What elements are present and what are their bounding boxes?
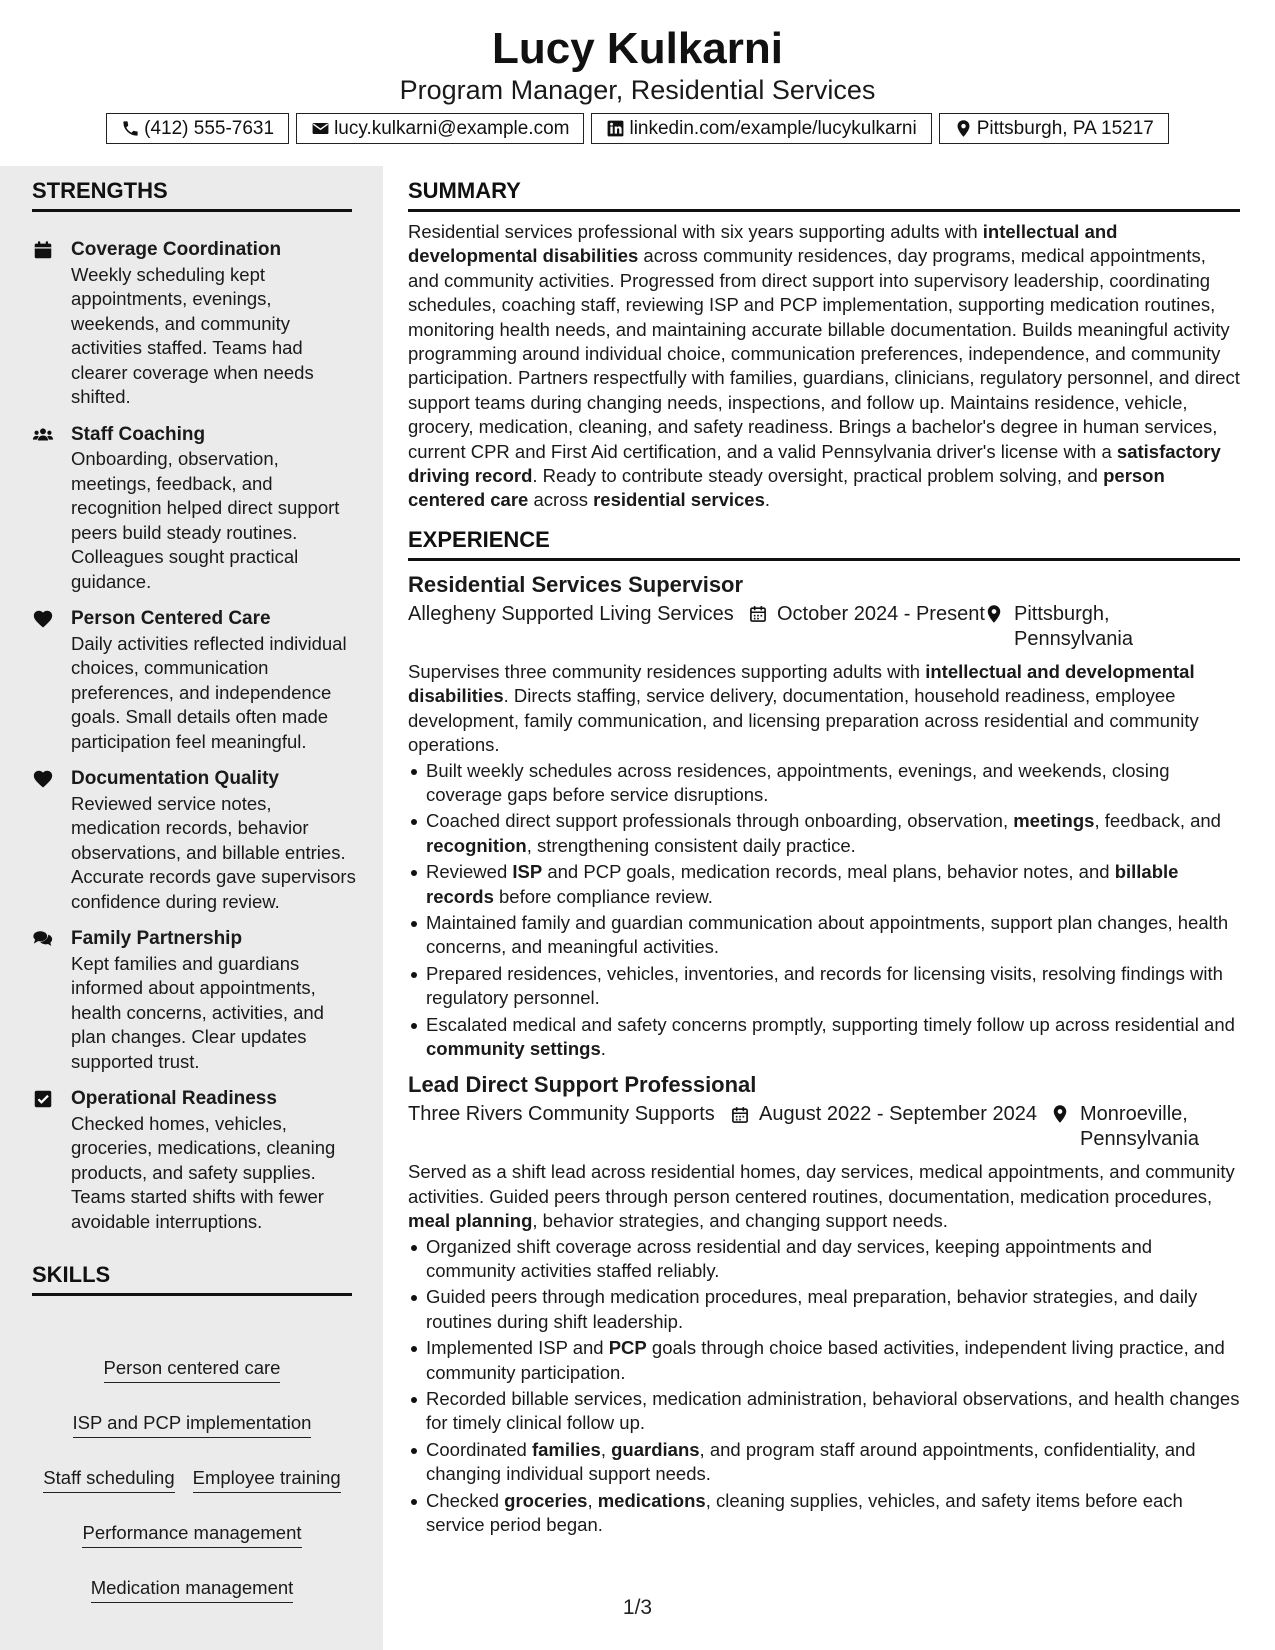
experience-heading: EXPERIENCE bbox=[408, 525, 1240, 561]
job-bullet bbox=[408, 759, 1240, 808]
contact-location-text: Pittsburgh, PA 15217 bbox=[976, 117, 1154, 139]
job-bullet bbox=[408, 860, 1240, 909]
text-run: Built weekly schedules across residences, appointments, evenings, and weekends, closing coverage gaps before service disruptions. bbox=[426, 759, 1170, 805]
bold-text: community settings bbox=[426, 1037, 601, 1059]
job-bullet bbox=[408, 1438, 1240, 1487]
text-run: Organized shift coverage across residential and day services, keeping appointments and community activities staffed reliably. bbox=[426, 1235, 1153, 1281]
contact-linkedin-text: linkedin.com/example/lucykulkarni bbox=[629, 117, 917, 139]
calendar-icon bbox=[32, 239, 54, 261]
text-run: , cleaning supplies, vehicles, and safety items before each service period began. bbox=[426, 1489, 1183, 1536]
job-dates-text: October 2024 - Present bbox=[777, 602, 985, 625]
job-summary bbox=[408, 1160, 1240, 1233]
text-run: Maintained family and guardian communication about appointments, support plan changes, health concerns, and meaningful activities. bbox=[426, 911, 1229, 958]
job-bullets bbox=[408, 1235, 1240, 1538]
job-summary bbox=[408, 660, 1240, 758]
job-meta bbox=[408, 1102, 1240, 1160]
strength-desc: Weekly scheduling kept appointments, evenings, weekends, and community activities staffed. Teams had clearer coverage when needs shifted. bbox=[71, 263, 314, 407]
text-run: Coordinated bbox=[426, 1438, 532, 1460]
job-company: Allegheny Supported Living Services bbox=[408, 602, 734, 625]
contact-phone-text: (412) 555-7631 bbox=[144, 117, 275, 139]
strength-item bbox=[32, 423, 362, 595]
job-entry bbox=[408, 1070, 1240, 1537]
job-entry bbox=[408, 570, 1240, 1062]
job-location bbox=[1050, 1102, 1240, 1152]
bold-text: medications bbox=[597, 1489, 706, 1511]
comments-icon bbox=[32, 928, 54, 950]
text-run: . bbox=[600, 1037, 606, 1059]
linkedin-icon bbox=[606, 119, 625, 138]
strength-desc: Kept families and guardians informed about appointments, health concerns, activities, and plan changes. Clear updates supported trust. bbox=[71, 952, 324, 1072]
map-pin-icon bbox=[984, 603, 1004, 625]
skill-tag: Performance management bbox=[82, 1521, 301, 1548]
text-run: , behavior strategies, and changing support needs. bbox=[532, 1210, 948, 1232]
job-bullet bbox=[408, 1013, 1240, 1062]
bold-text: billable records bbox=[426, 861, 1179, 907]
text-run: . bbox=[764, 489, 770, 511]
text-run: , bbox=[587, 1489, 598, 1511]
skill-tag: Staff scheduling bbox=[43, 1466, 174, 1493]
strength-title: Documentation Quality bbox=[71, 768, 279, 789]
strength-item bbox=[32, 1087, 362, 1234]
strength-desc: Checked homes, vehicles, groceries, medications, cleaning products, and safety supplies. Teams started shifts with fewer avoidable interruptions. bbox=[71, 1112, 336, 1232]
strengths-list bbox=[32, 238, 362, 1247]
text-run: Served as a shift lead across residential homes, day services, medical appointments, and community activities. Guided peers through person centered routines, documentation, medication procedures, bbox=[408, 1161, 1235, 1207]
summary-text bbox=[408, 220, 1240, 513]
text-run: , and program staff around appointments, confidentiality, and changing individual support needs. bbox=[426, 1438, 1196, 1485]
candidate-name: Lucy Kulkarni bbox=[492, 24, 783, 73]
text-run: Residential services professional with six years supporting adults with bbox=[408, 221, 983, 242]
phone-icon bbox=[121, 119, 140, 138]
text-run: Guided peers through medication procedures, meal preparation, behavior strategies, and daily routines during shift leadership. bbox=[426, 1286, 1198, 1332]
candidate-title: Program Manager, Residential Services bbox=[399, 75, 876, 105]
strength-title: Operational Readiness bbox=[71, 1088, 277, 1109]
strength-item bbox=[32, 238, 362, 410]
bold-text: person centered care bbox=[408, 465, 1165, 511]
job-title: Lead Direct Support Professional bbox=[408, 1072, 757, 1098]
job-bullets bbox=[408, 759, 1240, 1062]
checkbox-icon bbox=[32, 1088, 54, 1110]
contact-bar bbox=[0, 113, 1275, 144]
text-run: Escalated medical and safety concerns promptly, supporting timely follow up across residential and bbox=[426, 1013, 1235, 1035]
contact-phone[interactable] bbox=[106, 113, 289, 144]
text-run: , feedback, and bbox=[1094, 810, 1221, 832]
skill-tag: Employee training bbox=[193, 1466, 341, 1493]
skill-tag: ISP and PCP implementation bbox=[73, 1411, 312, 1438]
skill-tag: Medication management bbox=[91, 1576, 294, 1603]
envelope-icon bbox=[311, 119, 330, 138]
strength-title: Staff Coaching bbox=[71, 423, 206, 445]
strength-title: Coverage Coordination bbox=[71, 239, 282, 260]
heart-icon bbox=[32, 608, 54, 630]
job-bullet bbox=[408, 1285, 1240, 1334]
job-bullet bbox=[408, 1336, 1240, 1385]
text-run: and PCP goals, medication records, meal plans, behavior notes, and bbox=[542, 861, 1115, 883]
contact-location[interactable] bbox=[939, 113, 1169, 144]
bold-text: intellectual and developmental disabilities bbox=[408, 221, 1118, 267]
job-location bbox=[984, 602, 1174, 652]
text-run: , strengthening consistent daily practice. bbox=[526, 834, 856, 856]
text-run: Checked bbox=[426, 1489, 505, 1511]
skills-list bbox=[32, 1356, 352, 1603]
job-meta bbox=[408, 602, 1240, 660]
text-run: , bbox=[600, 1438, 612, 1460]
bold-text: satisfactory driving record bbox=[408, 440, 1221, 487]
job-bullet bbox=[408, 1489, 1240, 1538]
job-location-text: Pittsburgh, Pennsylvania bbox=[1014, 602, 1133, 650]
page-number: 1/3 bbox=[622, 1596, 653, 1619]
map-pin-icon bbox=[954, 119, 973, 138]
strength-item bbox=[32, 607, 362, 754]
text-run: Prepared residences, vehicles, inventories, and records for licensing visits, resolving findings with regulatory personnel. bbox=[426, 962, 1223, 1009]
bold-text: meal planning bbox=[408, 1210, 533, 1232]
bold-text: intellectual and developmental disabilities bbox=[408, 660, 1195, 707]
job-bullet bbox=[408, 962, 1240, 1011]
job-bullet bbox=[408, 1387, 1240, 1436]
job-title: Residential Services Supervisor bbox=[408, 571, 744, 597]
skills-heading: SKILLS bbox=[32, 1260, 352, 1296]
text-run: across bbox=[528, 489, 594, 511]
text-run: . Directs staffing, service delivery, documentation, household readiness, employee development, family communication, and licensing preparation across residential and community operations. bbox=[408, 685, 1199, 756]
strength-title: Family Partnership bbox=[71, 928, 243, 949]
map-pin-icon bbox=[1050, 1103, 1070, 1125]
text-run: Supervises three community residences supporting adults with bbox=[408, 660, 926, 682]
job-location-text: Monroeville, Pennsylvania bbox=[1080, 1103, 1199, 1151]
main-content bbox=[408, 166, 1240, 1539]
calendar-icon bbox=[748, 604, 768, 624]
strength-desc: Reviewed service notes, medication records, behavior observations, and billable entries. Accurate records gave supervisors confidence during review. bbox=[71, 792, 356, 912]
job-dates bbox=[730, 1102, 1037, 1127]
bold-text: meetings bbox=[1013, 810, 1095, 832]
sidebar bbox=[0, 166, 383, 1650]
job-dates bbox=[748, 602, 985, 627]
text-run: before compliance review. bbox=[493, 885, 713, 907]
skill-tag: Person centered care bbox=[104, 1356, 281, 1383]
text-run: Reviewed bbox=[426, 861, 513, 883]
text-run: goals through choice based activities, independent living practice, and community participation. bbox=[426, 1337, 1225, 1383]
job-dates-text: August 2022 - September 2024 bbox=[759, 1103, 1037, 1126]
strength-title: Person Centered Care bbox=[71, 608, 271, 629]
job-bullet bbox=[408, 1235, 1240, 1284]
strength-desc: Onboarding, observation, meetings, feedback, and recognition helped direct support peers build steady routines. Colleagues sought practical guidance. bbox=[71, 448, 340, 592]
bold-text: ISP bbox=[512, 861, 543, 883]
text-run: . Ready to contribute steady oversight, practical problem solving, and bbox=[532, 465, 1104, 487]
text-run: across community residences, day programs, medical appointments, and community activities. Progressed from direct support into supervisory leadership, coordinating schedules, coaching staff, reviewing ISP and PCP implementation, supporting medication routines, monitoring health needs, and maintaining accurate billable documentation. Builds meaningful activity programming around individual choice, communication preferences, independence, and community participation. Partners respectfully with families, guardians, clinicians, regulatory personnel, and direct support teams during changing needs, inspections, and follow up. Maintains residence, vehicle, grocery, medication, cleaning, and safety readiness. Brings a bachelor's degree in human services, current CPR and First Aid certification, and a valid Pennsylvania driver's license with a bbox=[408, 245, 1240, 462]
strengths-heading: STRENGTHS bbox=[32, 176, 352, 212]
text-run: Recorded billable services, medication administration, behavioral observations, and health changes for timely clinical follow up. bbox=[426, 1388, 1240, 1434]
job-bullet bbox=[408, 911, 1240, 960]
strength-item bbox=[32, 767, 362, 914]
job-bullet bbox=[408, 809, 1240, 858]
bold-text: guardians bbox=[611, 1438, 700, 1460]
heart-icon bbox=[32, 768, 54, 790]
strength-desc: Daily activities reflected individual choices, communication preferences, and independence goals. Small details often made participation feel meaningful. bbox=[71, 632, 347, 752]
calendar-icon bbox=[730, 1105, 750, 1125]
text-run: Implemented ISP and bbox=[426, 1337, 609, 1359]
bold-text: residential services bbox=[593, 489, 765, 511]
contact-linkedin[interactable] bbox=[591, 113, 931, 144]
contact-email-text: lucy.kulkarni@example.com bbox=[334, 117, 570, 139]
job-company: Three Rivers Community Supports bbox=[408, 1103, 715, 1126]
bold-text: families bbox=[531, 1438, 601, 1460]
bold-text: groceries bbox=[504, 1489, 588, 1511]
strength-item bbox=[32, 927, 362, 1074]
resume-header bbox=[0, 0, 1275, 166]
text-run: Coached direct support professionals through onboarding, observation, bbox=[426, 810, 1014, 832]
summary-heading: SUMMARY bbox=[408, 176, 1240, 212]
users-icon bbox=[32, 424, 54, 446]
contact-email[interactable] bbox=[296, 113, 584, 144]
bold-text: recognition bbox=[426, 834, 527, 856]
bold-text: PCP bbox=[608, 1337, 647, 1359]
